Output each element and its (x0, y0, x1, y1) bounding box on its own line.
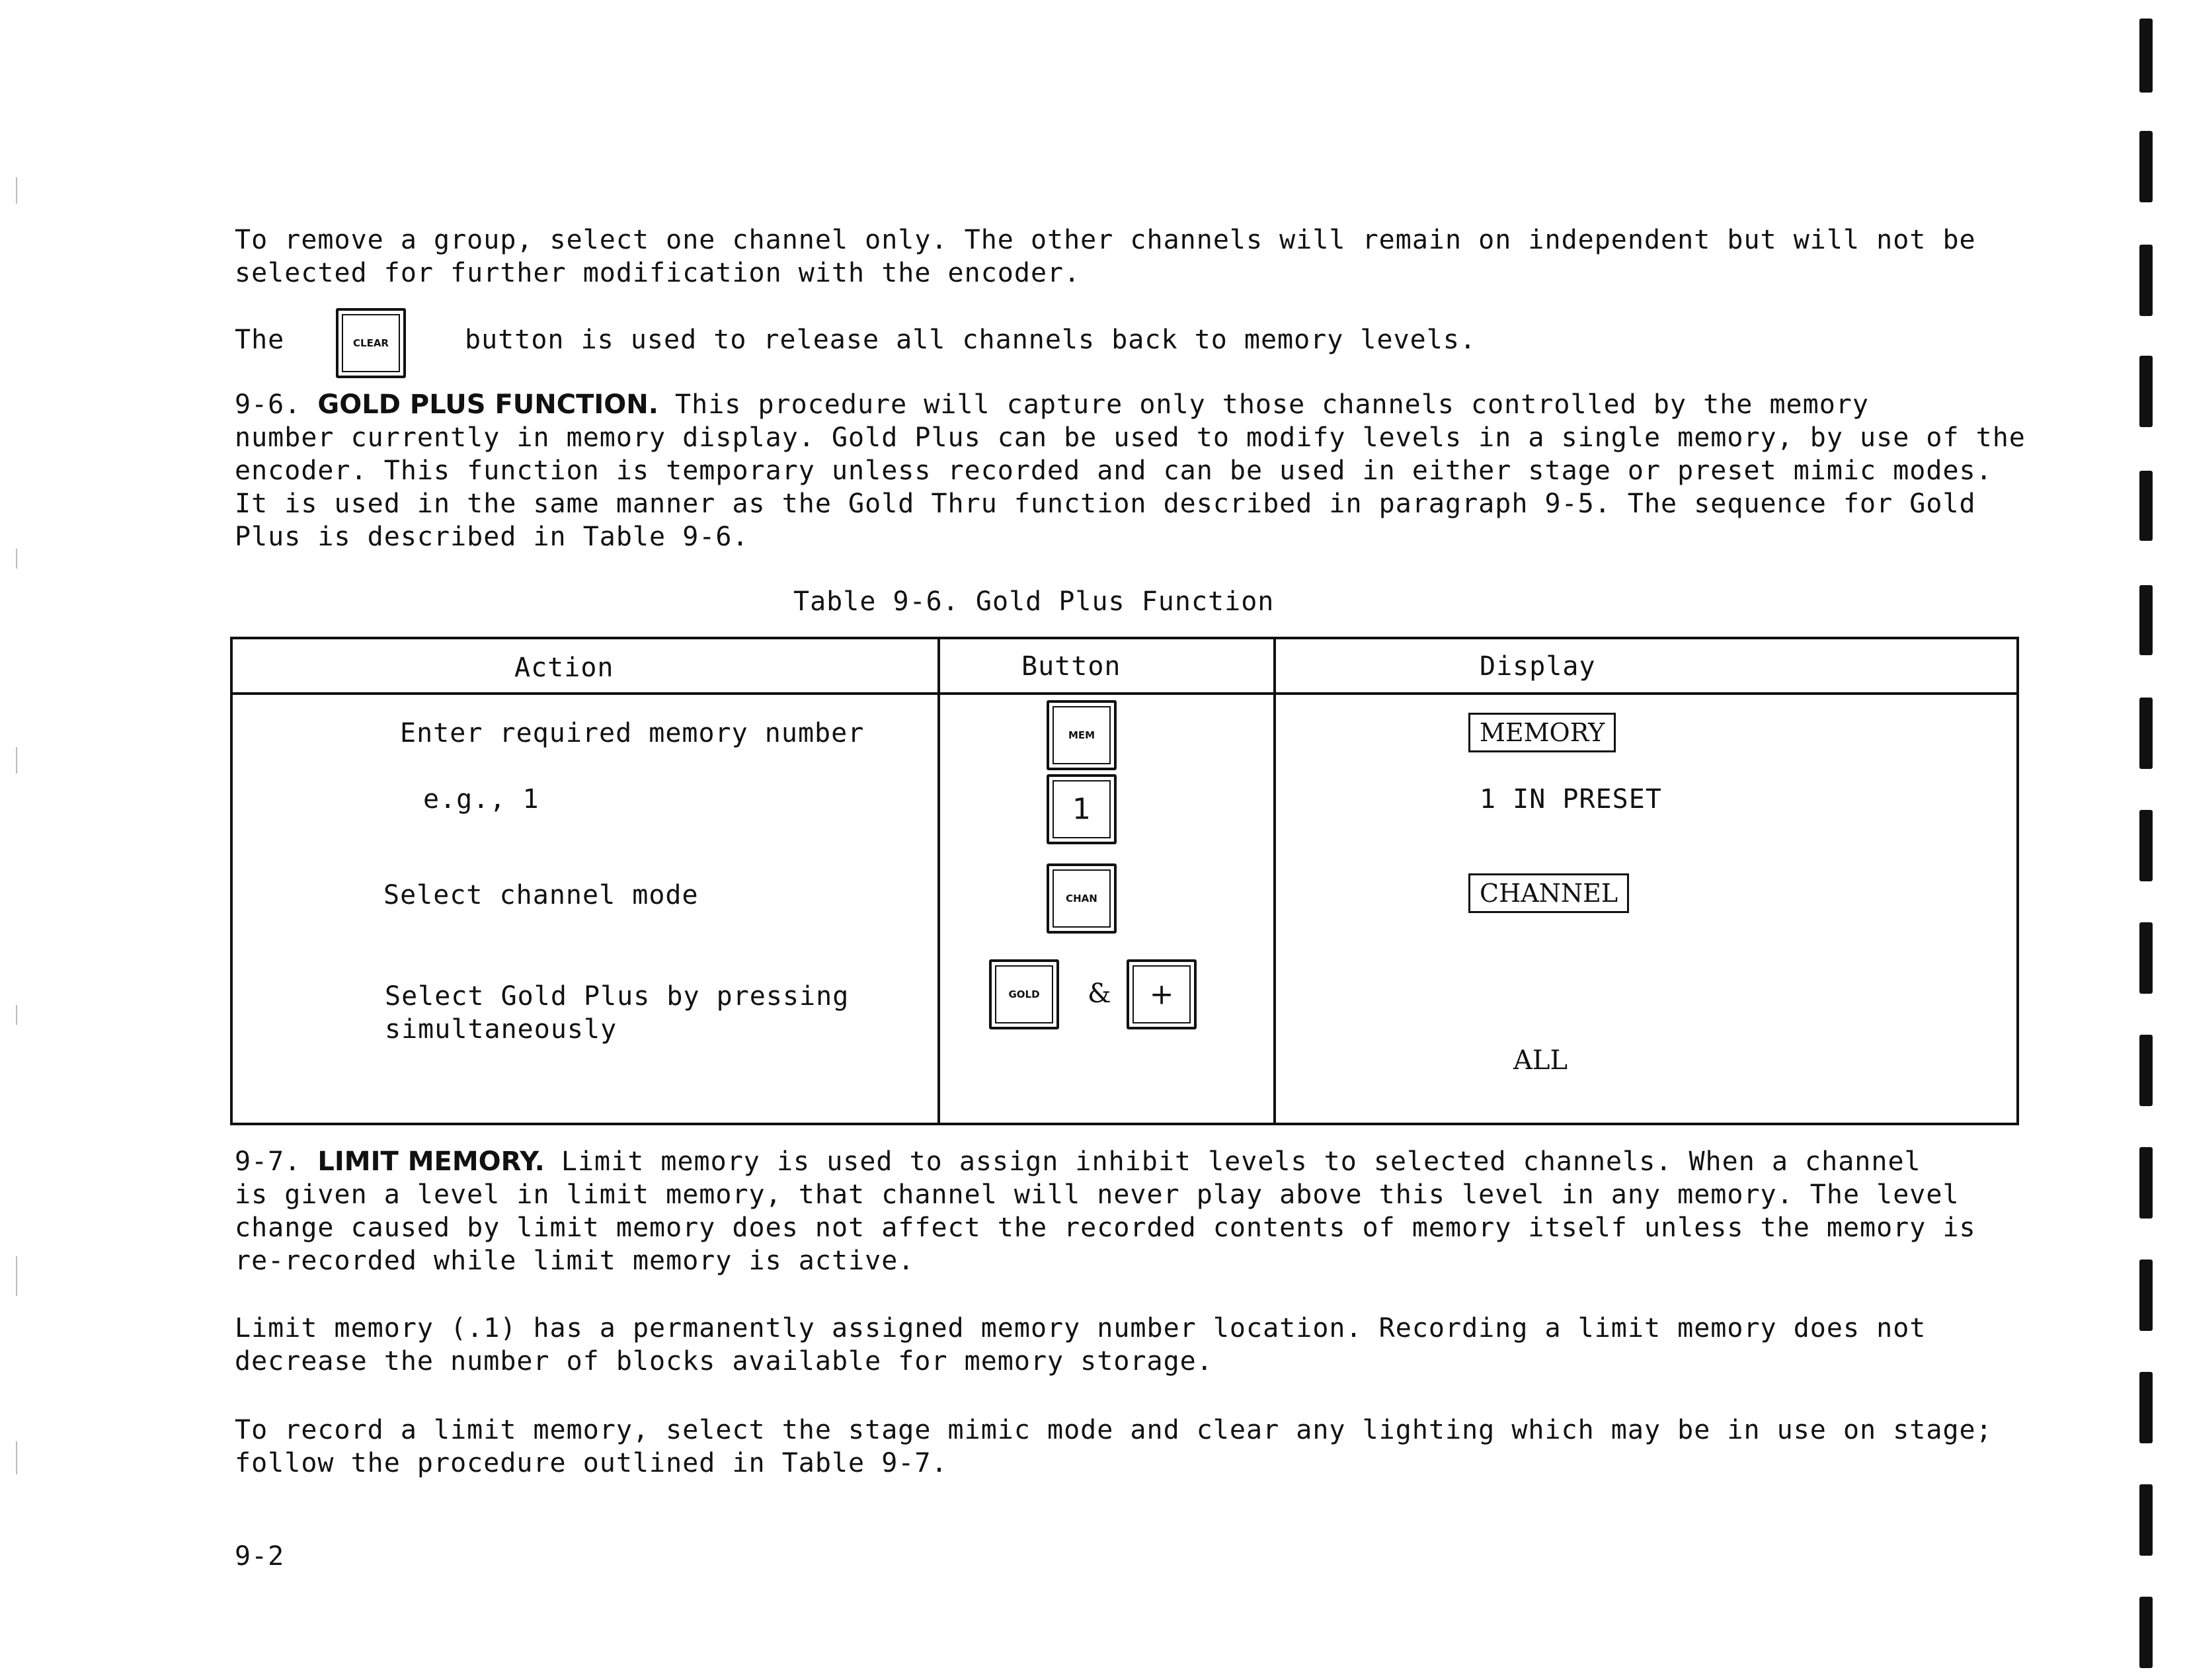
binding-mark (2139, 131, 2153, 202)
text-line: simultaneously (385, 1014, 617, 1045)
plus-key-icon (1127, 959, 1197, 1029)
gold-key-icon (989, 959, 1059, 1029)
table-divider (1273, 637, 1276, 1125)
action-cell (385, 980, 849, 1046)
binding-mark (2139, 585, 2153, 655)
margin-tick (16, 1441, 17, 1474)
binding-mark (2139, 1597, 2153, 1668)
key-label: GOLD (1008, 988, 1040, 1000)
text-line: follow the procedure outlined in Table 9-7. (235, 1448, 948, 1478)
binding-mark (2139, 1260, 2153, 1331)
display-cell-boxed: CHANNEL (1468, 873, 1629, 913)
text-line: Select Gold Plus by pressing (385, 981, 850, 1012)
section-text: Limit memory is used to assign inhibit levels to selected channels. When a channel (561, 1146, 1921, 1177)
page-number: 9-2 (235, 1541, 285, 1572)
table-caption: Table 9-6. Gold Plus Function (793, 586, 1275, 617)
binding-mark (2139, 1372, 2153, 1443)
display-cell: 1 IN PRESET (1480, 784, 1662, 815)
column-header-action: Action (514, 653, 614, 683)
text-line: number currently in memory display. Gold Plus can be used to modify levels in a single memory, by use of the (235, 422, 2026, 453)
key-label: CHAN (1066, 893, 1097, 904)
display-cell-boxed: MEMORY (1468, 713, 1616, 752)
column-header-display: Display (1480, 651, 1596, 682)
table-divider (937, 637, 940, 1125)
text-line: change caused by limit memory does not affect the recorded contents of memory itself unless the memory is (235, 1213, 1976, 1243)
action-cell: Enter required memory number (400, 718, 865, 748)
clear-line-prefix: The (235, 325, 285, 355)
section-heading: LIMIT MEMORY. (317, 1146, 545, 1177)
action-cell: e.g., 1 (423, 784, 539, 815)
key-label: + (1149, 977, 1174, 1012)
one-key-icon (1047, 774, 1117, 844)
text-line: decrease the number of blocks available for memory storage. (235, 1346, 1213, 1377)
text-line: encoder. This function is temporary unless recorded and can be used in either stage or preset mimic modes. (235, 456, 1993, 486)
section-9-7 (235, 1145, 1976, 1277)
binding-mark (2139, 245, 2153, 316)
key-label: 1 (1072, 792, 1091, 826)
section-number: 9-7. (235, 1146, 301, 1177)
margin-tick (16, 1256, 17, 1296)
key-label: MEM (1068, 729, 1095, 741)
limit-memory-paragraph (235, 1312, 1926, 1378)
text-line: To remove a group, select one channel only. The other channels will remain on independent but will not be (235, 225, 1976, 255)
record-limit-paragraph (235, 1414, 1993, 1480)
binding-mark (2139, 1484, 2153, 1556)
clear-key-icon (336, 308, 406, 378)
text-line: To record a limit memory, select the stage mimic mode and clear any lighting which may be in use on stage; (235, 1415, 1993, 1445)
text-line: Plus is described in Table 9-6. (235, 522, 749, 552)
text-line (235, 1145, 1976, 1178)
section-heading: GOLD PLUS FUNCTION. (317, 389, 658, 420)
action-cell: Select channel mode (383, 880, 699, 910)
binding-mark (2139, 1035, 2153, 1106)
section-9-6 (235, 388, 2026, 553)
margin-tick (16, 747, 17, 774)
table-header-rule (230, 692, 2019, 695)
section-number: 9-6. (235, 389, 301, 420)
margin-tick (16, 1005, 17, 1025)
text-line: re-recorded while limit memory is active. (235, 1246, 915, 1276)
text-line: is given a level in limit memory, that channel will never play above this level in any memory. The level (235, 1180, 1960, 1210)
column-header-button: Button (1021, 651, 1121, 682)
text-line: Limit memory (.1) has a permanently assigned memory number location. Recording a limit memory does not (235, 1313, 1927, 1343)
intro-paragraph (235, 223, 1976, 290)
margin-tick (16, 177, 17, 204)
text-line: selected for further modification with the encoder. (235, 258, 1081, 288)
text-line: It is used in the same manner as the Gold Thru function described in paragraph 9-5. The sequence for Gold (235, 489, 1976, 519)
binding-mark (2139, 698, 2153, 769)
mem-key-icon (1047, 700, 1117, 770)
display-cell: ALL (1513, 1045, 1568, 1076)
binding-mark (2139, 810, 2153, 881)
binding-mark (2139, 471, 2153, 541)
binding-mark (2139, 356, 2153, 427)
binding-mark (2139, 19, 2153, 93)
key-joiner: & (1088, 979, 1111, 1009)
chan-key-icon (1047, 863, 1117, 934)
binding-mark (2139, 922, 2153, 994)
binding-mark (2139, 1147, 2153, 1219)
margin-tick (16, 549, 17, 569)
clear-line-text: button is used to release all channels back to memory levels. (465, 325, 1477, 355)
text-line (235, 388, 2026, 421)
key-label: CLEAR (353, 337, 389, 349)
section-text: This procedure will capture only those channels controlled by the memory (675, 389, 1869, 420)
